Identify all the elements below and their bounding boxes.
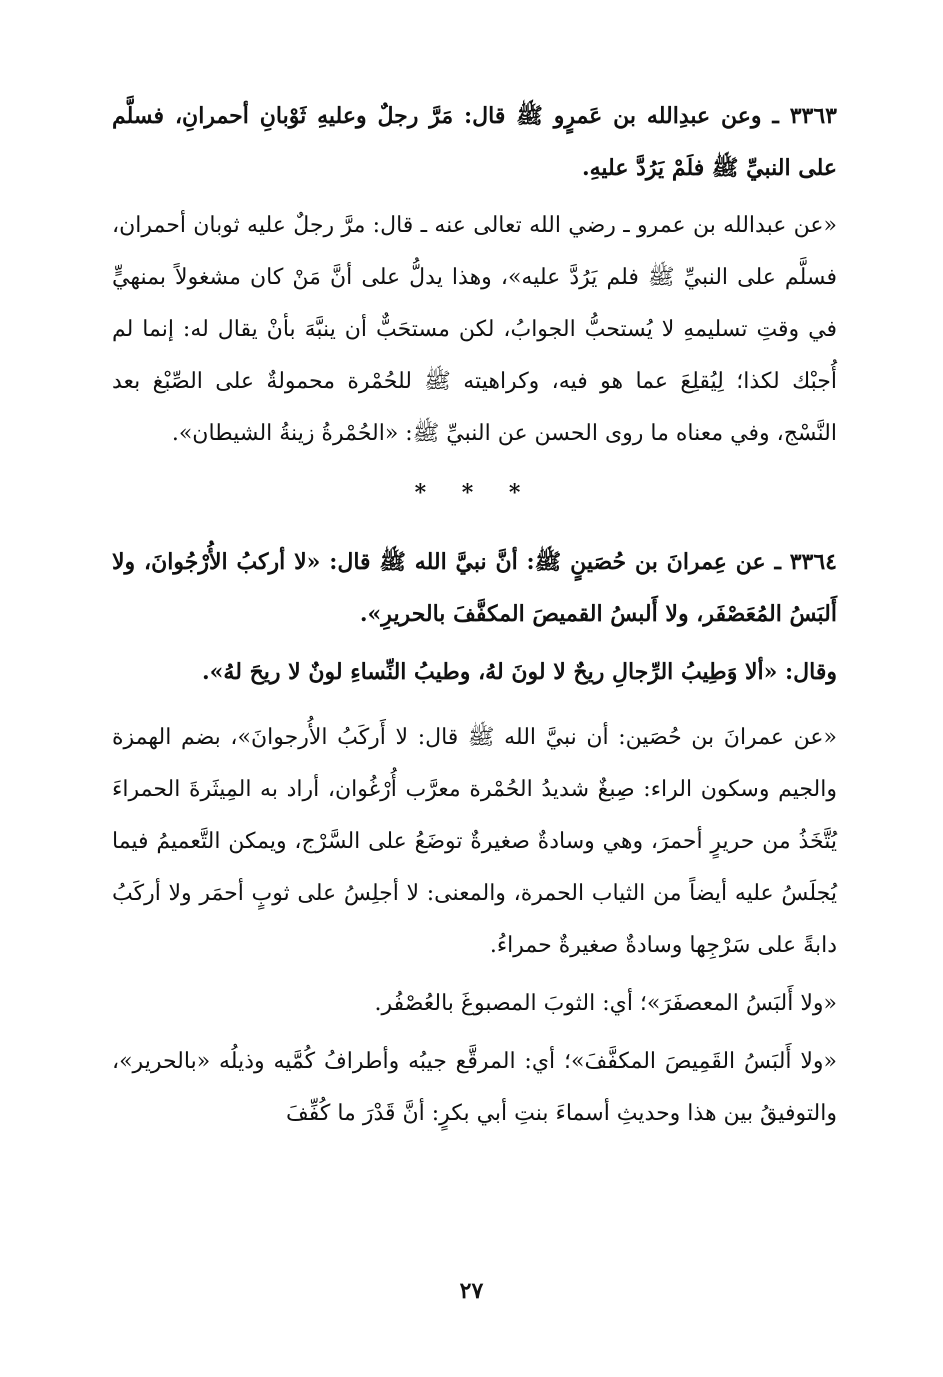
document-page: [112, 90, 837, 1140]
page-number: ٢٧: [459, 1278, 484, 1304]
section-separator: * * *: [414, 480, 535, 506]
commentary-3364-muasfar: «ولا أَلبَسُ المعصفَرَ»؛ أي: الثوبَ المصبوغَ بالعُصْفُر.: [374, 991, 837, 1016]
commentary-3363: «عن عبدالله بن عمرو ـ رضي الله تعالى عنه ـ قال: مرَّ رجلٌ عليه ثوبان أحمران، فسلَّم على النبيِّ ﷺ فلم يَرُدَّ عليه»، وهذا يدلُّ على أنَّ مَنْ كان مشغولاً بمنهيٍّ في وقتِ تسليمهِ لا يُستحبُّ الجوابُ، لكن مستحَبٌّ أن ينبَّهَ بأنْ يقال له: إنما لم أُجبْك لكذا؛ لِيُقلِعَ عما هو فيه، وكراهيته ﷺ للحُمْرة محمولةٌ على الصِّبْغ بعد النَّسْج، وفي معناه ما روى الحسن عن النبيِّ ﷺ: «الحُمْرةُ زينةُ الشيطان».: [112, 213, 837, 446]
commentary-3364-arjuwan: «عن عمرانَ بن حُصَين: أن نبيَّ الله ﷺ قال: لا أَركَبُ الأُرجوانَ»، بضم الهمزة والجيم وسكون الراء: صِبغٌ شديدُ الحُمْرة معرَّب أُرْغُوان، أراد به المِيثَرةَ الحمراءَ يُتَّخَذُ من حريرٍ أحمرَ، وهي وسادةٌ صغيرةٌ توضَعُ على السَّرْج، ويمكن التَّعميمُ فيما يُجلَسُ عليه أيضاً من الثياب الحمرة، والمعنى: لا أجلِسُ على ثوبٍ أحمَر ولا أركَبُ دابةً على سَرْجِها وسادةٌ صغيرةٌ حمراءُ.: [112, 725, 837, 958]
hadith-3363: ٣٣٦٣ ـ وعن عبدِالله بن عَمرٍو ﷺ قال: مَرَّ رجلٌ وعليهِ ثَوْبانِ أحمرانِ، فسلَّم على النبيِّ ﷺ فلَمْ يَرُدَّ عليهِ.: [112, 103, 837, 181]
hadith-3364-continuation: وقال: «ألا وَطِيبُ الرِّجالِ ريحٌ لا لونَ لهُ، وطيبُ النِّساءِ لونٌ لا ريحَ لهُ».: [202, 659, 837, 685]
hadith-3364-main: ٣٣٦٤ ـ عن عِمرانَ بن حُصَينٍ ﷺ: أنَّ نبيَّ الله ﷺ قال: «لا أركبُ الأُرْجُوانَ، ولا أَلبَسُ المُعَصْفَر، ولا أَلبسُ القميصَ المكفَّفَ بالحريرِ».: [112, 549, 837, 627]
commentary-3364-mukaffaf: «ولا أَلبَسُ القَمِيصَ المكفَّفَ»؛ أي: المرقَّع جيبُه وأطرافُ كُمَّيه وذيلُه «بالحرير»، والتوفيقُ بين هذا وحديثِ أسماءَ بنتِ أبي بكرٍ: أنَّ قَدْرَ ما كُفِّفَ: [112, 1049, 837, 1126]
